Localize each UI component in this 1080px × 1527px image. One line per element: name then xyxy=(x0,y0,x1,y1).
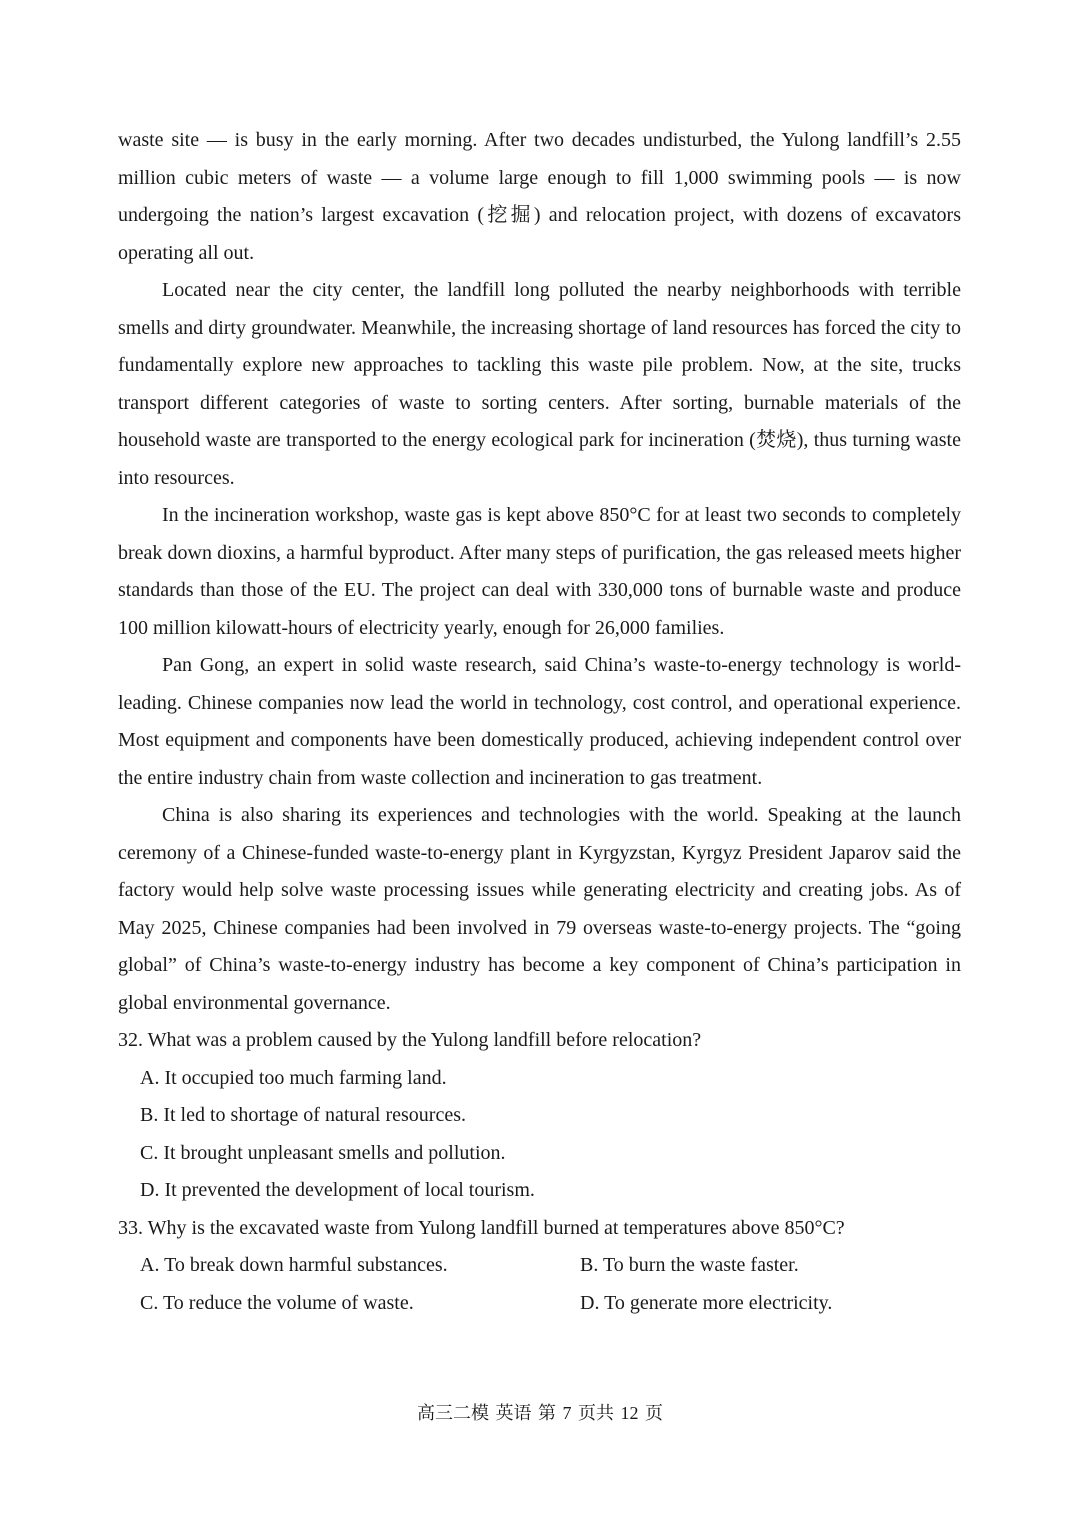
page-footer: 高三二模 英语 第 7 页共 12 页 xyxy=(417,1403,663,1423)
option-a: A. To break down harmful substances. xyxy=(140,1254,448,1276)
passage-paragraph: China is also sharing its experiences and technologies with the world. Speaking at the launch ceremony of a Chinese-funded waste-to-energy plant in Kyrgyzstan, Kyrgyz President Japarov said the factory would help solve waste processing issues while generating electricity and creating jobs. As of May 2025, Chinese companies had been involved in 79 overseas waste-to-energy projects. The “going global” of China’s waste-to-energy industry has become a key component of China’s participation in global environmental governance. xyxy=(118,804,961,1014)
option-c: C. To reduce the volume of waste. xyxy=(140,1291,414,1314)
option-a: A. It occupied too much farming land. xyxy=(140,1066,447,1089)
question-stem: 32. What was a problem caused by the Yulong landfill before relocation? xyxy=(118,1029,702,1051)
option-b: B. To burn the waste faster. xyxy=(580,1254,799,1276)
answer-options xyxy=(118,1247,961,1322)
passage-paragraph: In the incineration workshop, waste gas is kept above 850°C for at least two seconds to completely break down dioxins, a harmful byproduct. After many steps of purification, the gas released meets higher standards than those of the EU. The project can deal with 330,000 tons of burnable waste and produce 100 million kilowatt-hours of electricity yearly, enough for 26,000 families. xyxy=(118,504,961,639)
passage-paragraph: waste site — is busy in the early morning. After two decades undisturbed, the Yulong landfill’s 2.55 million cubic meters of waste — a volume large enough to fill 1,000 swimming pools — is now undergoing the nation’s largest excavation (挖掘) and relocation project, with dozens of excavators operating all out. xyxy=(118,129,961,264)
reading-passage xyxy=(118,122,961,1022)
question-stem: 33. Why is the excavated waste from Yulong landfill burned at temperatures above 850°C? xyxy=(118,1216,845,1239)
option-b: B. It led to shortage of natural resources. xyxy=(140,1104,467,1126)
exam-page xyxy=(118,122,961,1322)
option-d: D. To generate more electricity. xyxy=(580,1291,833,1314)
option-d: D. It prevented the development of local tourism. xyxy=(140,1179,535,1201)
question-33 xyxy=(118,1210,961,1323)
option-c: C. It brought unpleasant smells and pollution. xyxy=(140,1141,506,1164)
passage-paragraph: Pan Gong, an expert in solid waste research, said China’s waste-to-energy technology is world-leading. Chinese companies now lead the world in technology, cost control, and operational experience. Most equipment and components have been domestically produced, achieving independent control over the entire industry chain from waste collection and incineration to gas treatment. xyxy=(118,654,961,789)
passage-paragraph: Located near the city center, the landfill long polluted the nearby neighborhoods with terrible smells and dirty groundwater. Meanwhile, the increasing shortage of land resources has forced the city to fundamentally explore new approaches to tackling this waste pile problem. Now, at the site, trucks transport different categories of waste to sorting centers. After sorting, burnable materials of the household waste are transported to the energy ecological park for incineration (焚烧), thus turning waste into resources. xyxy=(118,279,961,489)
question-32 xyxy=(118,1022,961,1210)
answer-options xyxy=(118,1060,961,1210)
